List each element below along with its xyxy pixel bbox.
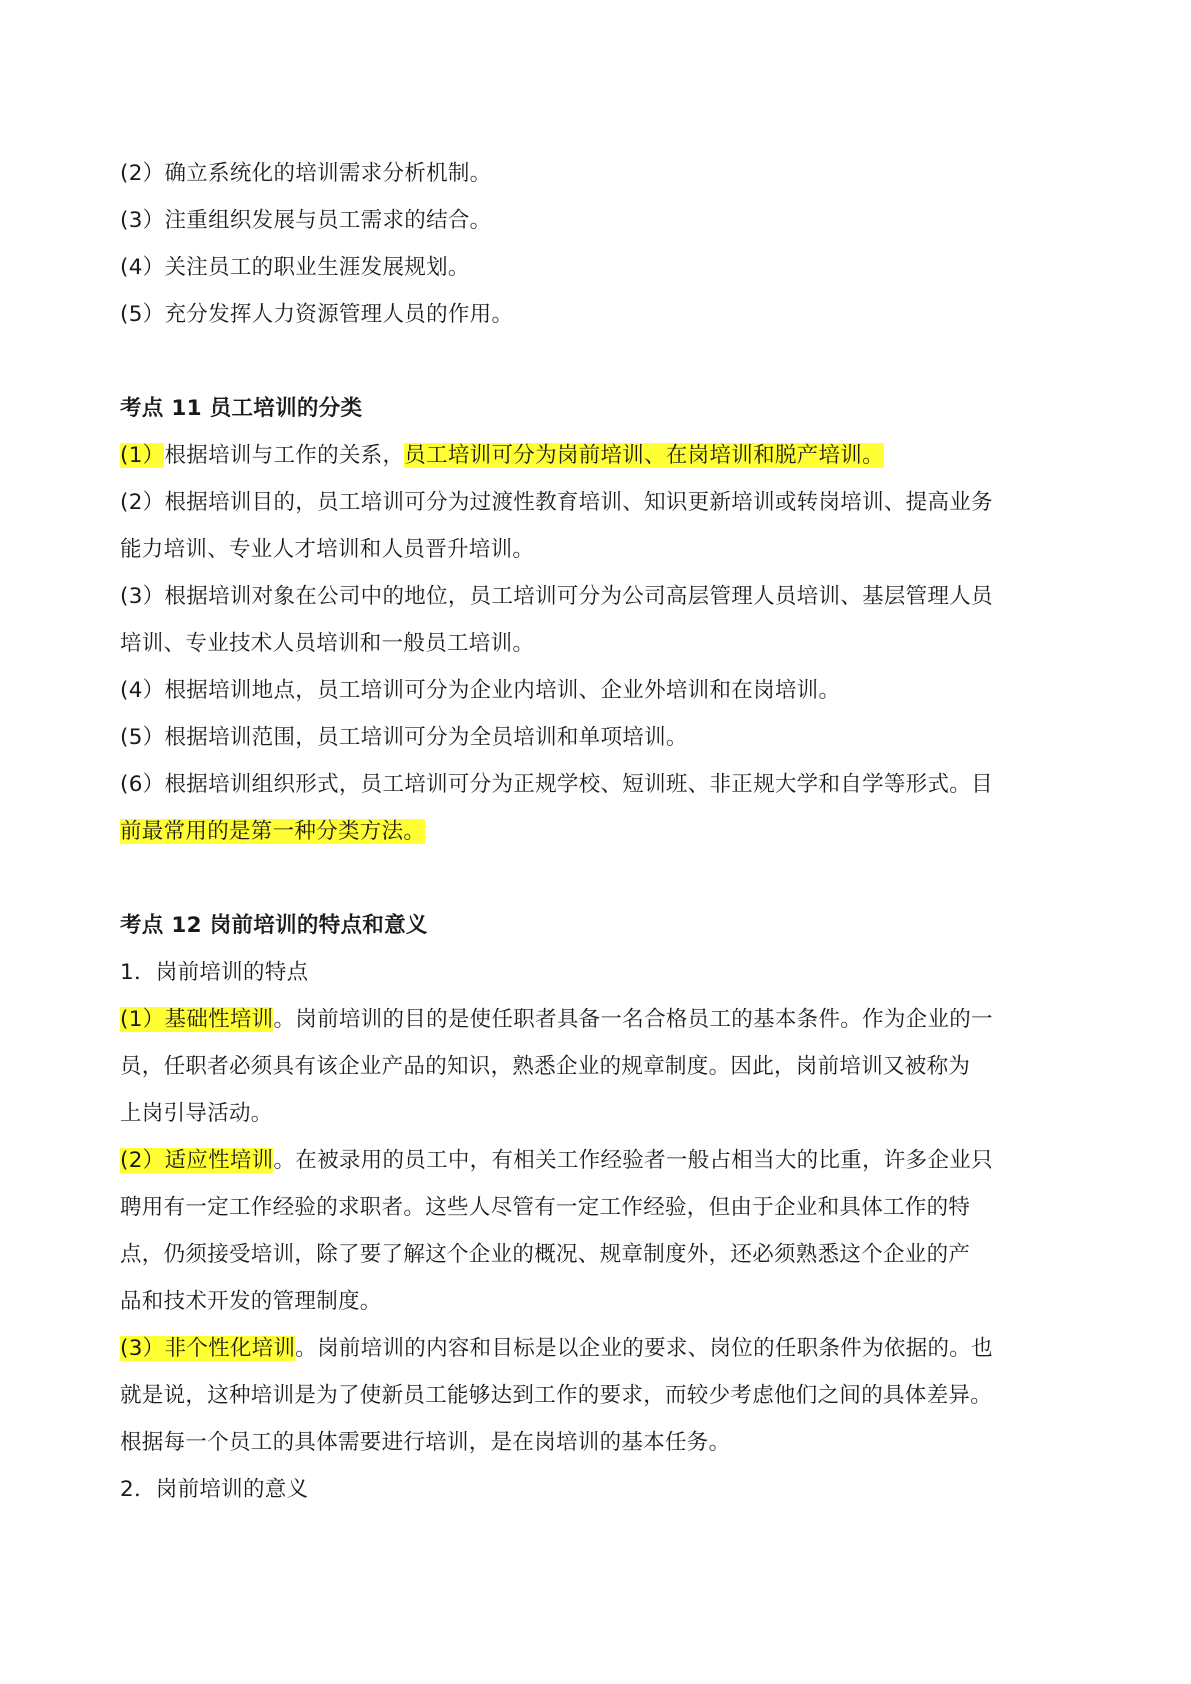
list-item: (3）注重组织发展与员工需求的结合。 xyxy=(120,208,492,233)
list-item-line xyxy=(120,996,1072,1043)
list-item-line: 培训、专业技术人员培训和一般员工培训。 xyxy=(120,631,535,656)
subheading: 1．岗前培训的特点 xyxy=(120,960,309,985)
highlighted-label: (2）适应性培训 xyxy=(120,1148,274,1173)
list-item-line: 员，任职者必须具有该企业产品的知识，熟悉企业的规章制度。因此，岗前培训又被称为 xyxy=(120,1054,971,1079)
list-item-line: 根据每一个员工的具体需要进行培训，是在岗培训的基本任务。 xyxy=(120,1430,731,1455)
highlighted-label: (3）非个性化培训 xyxy=(120,1336,296,1361)
list-item: (4）关注员工的职业生涯发展规划。 xyxy=(120,255,470,280)
list-item-line xyxy=(120,1137,1072,1184)
list-item: (5）充分发挥人力资源管理人员的作用。 xyxy=(120,302,514,327)
highlighted-text: 前最常用的是第一种分类方法。 xyxy=(120,819,426,844)
list-item-line: 点，仍须接受培训，除了要了解这个企业的概况、规章制度外，还必须熟悉这个企业的产 xyxy=(120,1242,971,1267)
list-item: (4）根据培训地点，员工培训可分为企业内培训、企业外培训和在岗培训。 xyxy=(120,678,841,703)
list-item-line: (6）根据培训组织形式，员工培训可分为正规学校、短训班、非正规大学和自学等形式。目 xyxy=(120,772,993,797)
list-item-line xyxy=(120,1325,1072,1372)
spacer xyxy=(120,338,1072,385)
list-item xyxy=(120,432,1072,479)
spacer xyxy=(120,855,1072,902)
item-text: 。岗前培训的内容和目标是以企业的要求、岗位的任职条件为依据的。也 xyxy=(295,1336,993,1361)
list-item-line: (3）根据培训对象在公司中的地位，员工培训可分为公司高层管理人员培训、基层管理人员 xyxy=(120,584,993,609)
list-item-line: 聘用有一定工作经验的求职者。这些人尽管有一定工作经验，但由于企业和具体工作的特 xyxy=(120,1195,971,1220)
list-item: (5）根据培训范围，员工培训可分为全员培训和单项培训。 xyxy=(120,725,688,750)
list-item-line: 品和技术开发的管理制度。 xyxy=(120,1289,382,1314)
section-heading-11: 考点 11 员工培训的分类 xyxy=(120,396,363,421)
item-text: 。岗前培训的目的是使任职者具备一名合格员工的基本条件。作为企业的一 xyxy=(273,1007,993,1032)
list-item-line: 就是说，这种培训是为了使新员工能够达到工作的要求，而较少考虑他们之间的具体差异。 xyxy=(120,1383,993,1408)
list-item-line: (2）根据培训目的，员工培训可分为过渡性教育培训、知识更新培训或转岗培训、提高业务 xyxy=(120,490,993,515)
list-item-line: 能力培训、专业人才培训和人员晋升培训。 xyxy=(120,537,535,562)
document-page xyxy=(120,150,1072,1513)
highlighted-number: (1） xyxy=(120,443,165,468)
list-item-line: 上岗引导活动。 xyxy=(120,1101,273,1126)
section-heading-12: 考点 12 岗前培训的特点和意义 xyxy=(120,913,428,938)
item-text: 。在被录用的员工中，有相关工作经验者一般占相当大的比重，许多企业只 xyxy=(273,1148,993,1173)
list-item: (2）确立系统化的培训需求分析机制。 xyxy=(120,161,492,186)
highlighted-label: (1）基础性培训 xyxy=(120,1007,274,1032)
subheading: 2．岗前培训的意义 xyxy=(120,1477,309,1502)
highlighted-text: 员工培训可分为岗前培训、在岗培训和脱产培训。 xyxy=(404,443,884,468)
list-item-line xyxy=(120,808,1072,855)
item-text: 根据培训与工作的关系， xyxy=(164,443,405,468)
